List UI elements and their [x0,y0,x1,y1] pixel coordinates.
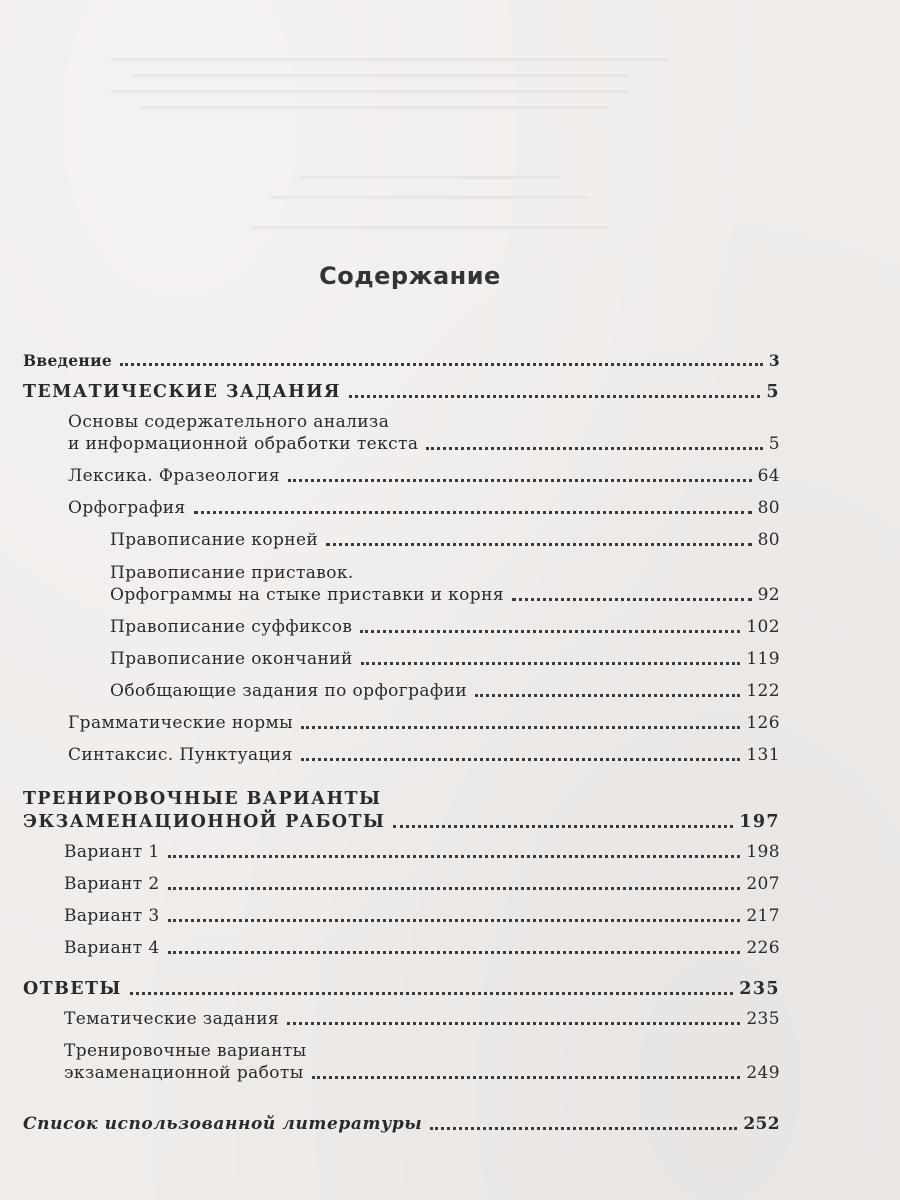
show-through-line [300,176,560,179]
dot-leader [426,446,762,450]
table-of-contents [23,344,780,1135]
toc-section-thematic[interactable] [23,382,780,403]
dot-leader [360,629,740,633]
toc-entry-answers-training[interactable] [23,1041,780,1084]
toc-entry-references[interactable] [23,1114,780,1135]
toc-page-number: 92 [757,585,780,605]
toc-page-number: 119 [746,649,780,669]
toc-entry-label: Правописание окончаний [110,649,353,669]
toc-entry-variant-2[interactable] [23,874,780,895]
toc-page-number: 80 [757,530,780,550]
toc-entry-prefixes[interactable] [23,563,780,606]
toc-entry-label: Вариант 4 [64,938,160,958]
toc-entry-label-line1: Правописание приставок. [110,563,354,583]
dot-leader [287,1021,740,1025]
toc-entry-orthography[interactable] [23,498,780,519]
toc-page-number: 131 [746,745,780,765]
toc-entry-text-analysis[interactable] [23,412,780,455]
toc-entry-label: Правописание суффиксов [110,617,353,637]
toc-page-number: 122 [746,681,780,701]
toc-entry-label: Вариант 2 [64,874,160,894]
toc-entry-variant-4[interactable] [23,938,780,959]
toc-entry-label-line1: Тренировочные варианты [64,1041,307,1061]
dot-leader [393,824,733,828]
dot-leader [288,478,752,482]
toc-entry-endings[interactable] [23,649,780,670]
toc-entry-label: Тематические задания [64,1009,280,1029]
dot-leader [168,918,741,922]
toc-entry-label: Правописание корней [110,530,319,550]
toc-entry-label: Вариант 1 [64,842,160,862]
toc-page-number: 126 [746,713,780,733]
toc-page-number: 80 [757,498,780,518]
show-through-line [250,226,610,229]
toc-page-number: 252 [743,1114,780,1134]
dot-leader [349,394,761,398]
toc-entry-label-line2: ЭКЗАМЕНАЦИОННОЙ РАБОТЫ [23,812,386,832]
dot-leader [130,991,733,995]
toc-page-number: 5 [768,434,780,454]
dot-leader [475,693,740,697]
toc-entry-label: ОТВЕТЫ [23,979,122,999]
dot-leader [168,950,741,954]
toc-entry-label: Обобщающие задания по орфографии [110,681,468,701]
dot-leader [301,725,740,729]
dot-leader [168,886,741,890]
show-through-line [140,106,610,109]
toc-page-number: 217 [746,906,780,926]
toc-entry-label: ТЕМАТИЧЕСКИЕ ЗАДАНИЯ [23,382,341,402]
dot-leader [361,661,741,665]
toc-entry-label: Лексика. Фразеология [68,466,280,486]
show-through-line [110,90,630,93]
dot-leader [326,542,751,546]
toc-page-number: 207 [746,874,780,894]
dot-leader [194,510,752,514]
toc-entry-label-line1: Основы содержательного анализа [68,412,390,432]
dot-leader [312,1075,741,1079]
toc-page-number: 5 [766,382,780,402]
toc-entry-lexicon[interactable] [23,466,780,487]
toc-entry-label: Грамматические нормы [68,713,294,733]
toc-entry-label-line2: экзаменационной работы [64,1063,304,1083]
toc-entry-syntax[interactable] [23,745,780,766]
toc-page-number: 198 [746,842,780,862]
page-title: Содержание [319,262,501,290]
toc-section-answers[interactable] [23,979,780,1000]
dot-leader [301,757,741,761]
toc-page-number: 64 [757,466,780,486]
toc-entry-label: Синтаксис. Пунктуация [68,745,293,765]
toc-entry-label: Орфография [68,498,186,518]
toc-entry-label-line2: и информационной обработки текста [68,434,419,454]
toc-page-number: 102 [746,617,780,637]
toc-entry-roots[interactable] [23,530,780,551]
toc-entry-label-line2: Орфограммы на стыке приставки и корня [110,585,504,605]
toc-entry-label: Введение [23,351,113,370]
show-through-line [130,74,630,77]
toc-entry-introduction[interactable] [23,350,780,371]
toc-page-number: 235 [746,1009,780,1029]
show-through-line [110,58,670,61]
toc-entry-variant-3[interactable] [23,906,780,927]
dot-leader [168,854,741,858]
toc-entry-answers-thematic[interactable] [23,1009,780,1030]
show-through-line [270,196,590,199]
dot-leader [512,597,752,601]
dot-leader [120,362,763,366]
dot-leader [430,1126,737,1130]
toc-page-number: 235 [739,979,780,999]
toc-entry-variant-1[interactable] [23,842,780,863]
toc-entry-label-line1: ТРЕНИРОВОЧНЫЕ ВАРИАНТЫ [23,789,382,809]
toc-entry-suffixes[interactable] [23,617,780,638]
toc-page-number: 226 [746,938,780,958]
toc-entry-label: Вариант 3 [64,906,160,926]
toc-section-training[interactable] [23,789,780,833]
toc-page-number: 3 [768,351,780,370]
toc-page-number: 197 [739,812,780,832]
toc-page-number: 249 [746,1063,780,1083]
toc-entry-label: Список использованной литературы [23,1114,423,1134]
toc-entry-grammar[interactable] [23,713,780,734]
toc-entry-orthography-review[interactable] [23,681,780,702]
